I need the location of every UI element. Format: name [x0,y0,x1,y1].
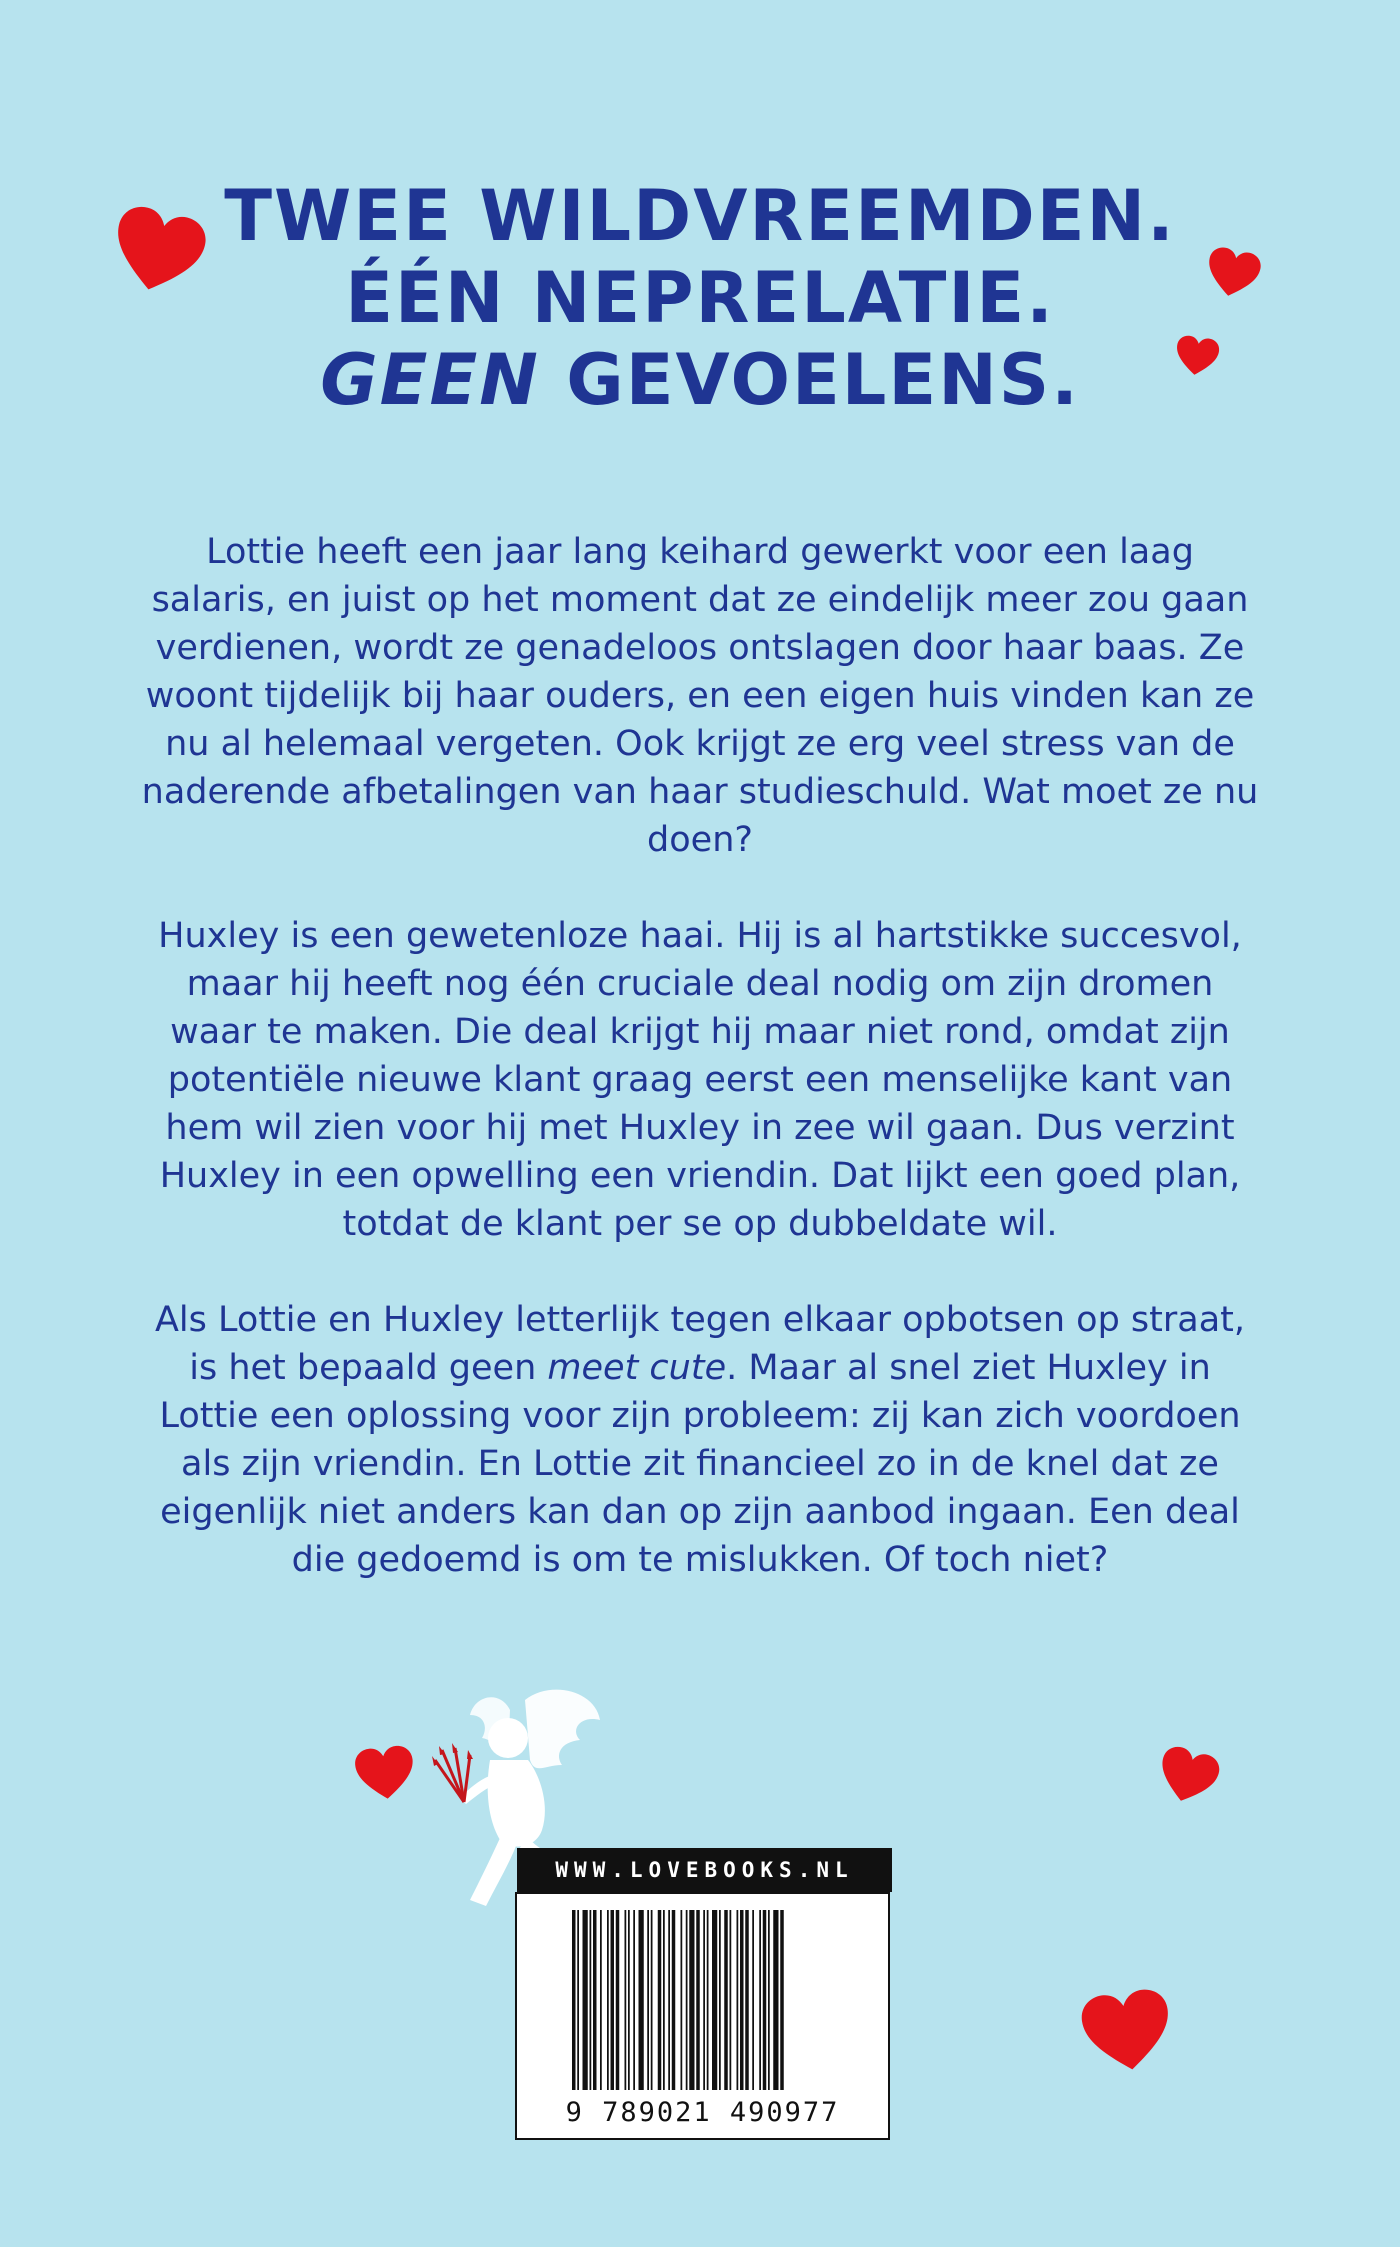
blurb-p3-end: . Maar al snel ziet Huxley in Lottie een oplossing voor zijn probleem: zij kan zich voordoen als zijn vriendin. En Lottie zit financieel zo in de knel dat ze eigenlijk niet anders kan dan op zijn aanbod ingaan. Een deal die gedoemd is om te mislukken. Of toch niet? [159,1348,1241,1580]
heart-icon [1201,243,1264,303]
blurb-paragraph-2: Huxley is een gewetenloze haai. Hij is al hartstikke succesvol, maar hij heeft nog één cruciale deal nodig om zijn dromen waar te maken. Die deal krijgt hij maar niet rond, omdat zijn potentiële nieuwe klant graag eerst een menselijke kant van hem wil zien voor hij met Huxley in zee wil gaan. Dus verzint Huxley in een opwelling een vriendin. Dat lijkt een goed plan, totdat de klant per se op dubbeldate wil. [158,916,1242,1244]
barcode-bar [600,1910,602,2090]
barcode-bar [703,1910,705,2090]
barcode-bar [752,1910,754,2090]
barcode-bar [724,1910,728,2090]
barcode-bar [780,1910,784,2090]
website-url: WWW.LOVEBOOKS.NL [517,1848,892,1892]
barcode-bar [712,1910,717,2090]
barcode-bar [737,1910,739,2090]
barcode-bar [759,1910,761,2090]
blurb-p3-start: Als Lottie en Huxley letterlijk tegen elkaar opbotsen op straat, is het bepaald geen [154,1300,1246,1388]
barcode-bar [719,1910,721,2090]
barcode-bar [590,1910,592,2090]
barcode-bar [633,1910,635,2090]
barcode-bar [689,1910,694,2090]
barcode-bar [668,1910,670,2090]
barcode-bar [639,1910,644,2090]
headline-line-2: ÉÉN NEPRELATIE. [345,257,1055,339]
heart-icon [1077,1984,1178,2078]
headline-line-1: TWEE WILDVREEMDEN. [224,175,1176,257]
barcode-bar [773,1910,778,2090]
barcode-bar [651,1910,653,2090]
barcode-bar [611,1910,615,2090]
blurb-paragraph-1: Lottie heeft een jaar lang keihard gewerkt voor een laag salaris, en juist op het moment dat ze eindelijk meer zou gaan verdienen, wordt ze genadeloos ontslagen door haar baas. Ze woont tijdelijk bij haar ouders, en een eigen huis vinden kan ze nu al helemaal vergeten. Ook krijgt ze erg veel stress van de naderende afbetalingen van haar studieschuld. Wat moet ze nu doen? [141,532,1259,860]
barcode-bar [672,1910,676,2090]
barcode-bar [593,1910,597,2090]
barcode-bar [768,1910,770,2090]
headline-emphasis: GEEN [320,339,540,421]
headline-line-3-rest: GEVOELENS. [539,339,1080,421]
barcode-bar [730,1910,732,2090]
barcode-box [515,1892,890,2140]
headline [0,175,1400,421]
barcode-bar [572,1910,576,2090]
barcode-bar [696,1910,700,2090]
barcode-bar [658,1910,662,2090]
barcode-bar [686,1910,688,2090]
barcode-bar [628,1910,630,2090]
barcode-bar [577,1910,579,2090]
barcode-bar [625,1910,627,2090]
barcode-bar [616,1910,620,2090]
barcode-bar [740,1910,744,2090]
heart-icon [1151,1741,1224,1811]
blurb-paragraph-3 [140,1296,1260,1584]
barcode-bar [681,1910,683,2090]
barcode-bar [707,1910,709,2090]
isbn-number: 9 789021 490977 [565,2097,840,2128]
heart-icon [1172,333,1221,379]
blurb [140,528,1260,1632]
barcode-bar [745,1910,749,2090]
barcode-bar [763,1910,767,2090]
barcode-icon [572,1910,837,2090]
barcode-bar [647,1910,649,2090]
barcode-bar [607,1910,609,2090]
heart-icon [352,1742,418,1804]
barcode-bar [663,1910,665,2090]
barcode-bar [583,1910,588,2090]
blurb-p3-emphasis: meet cute [547,1348,727,1388]
